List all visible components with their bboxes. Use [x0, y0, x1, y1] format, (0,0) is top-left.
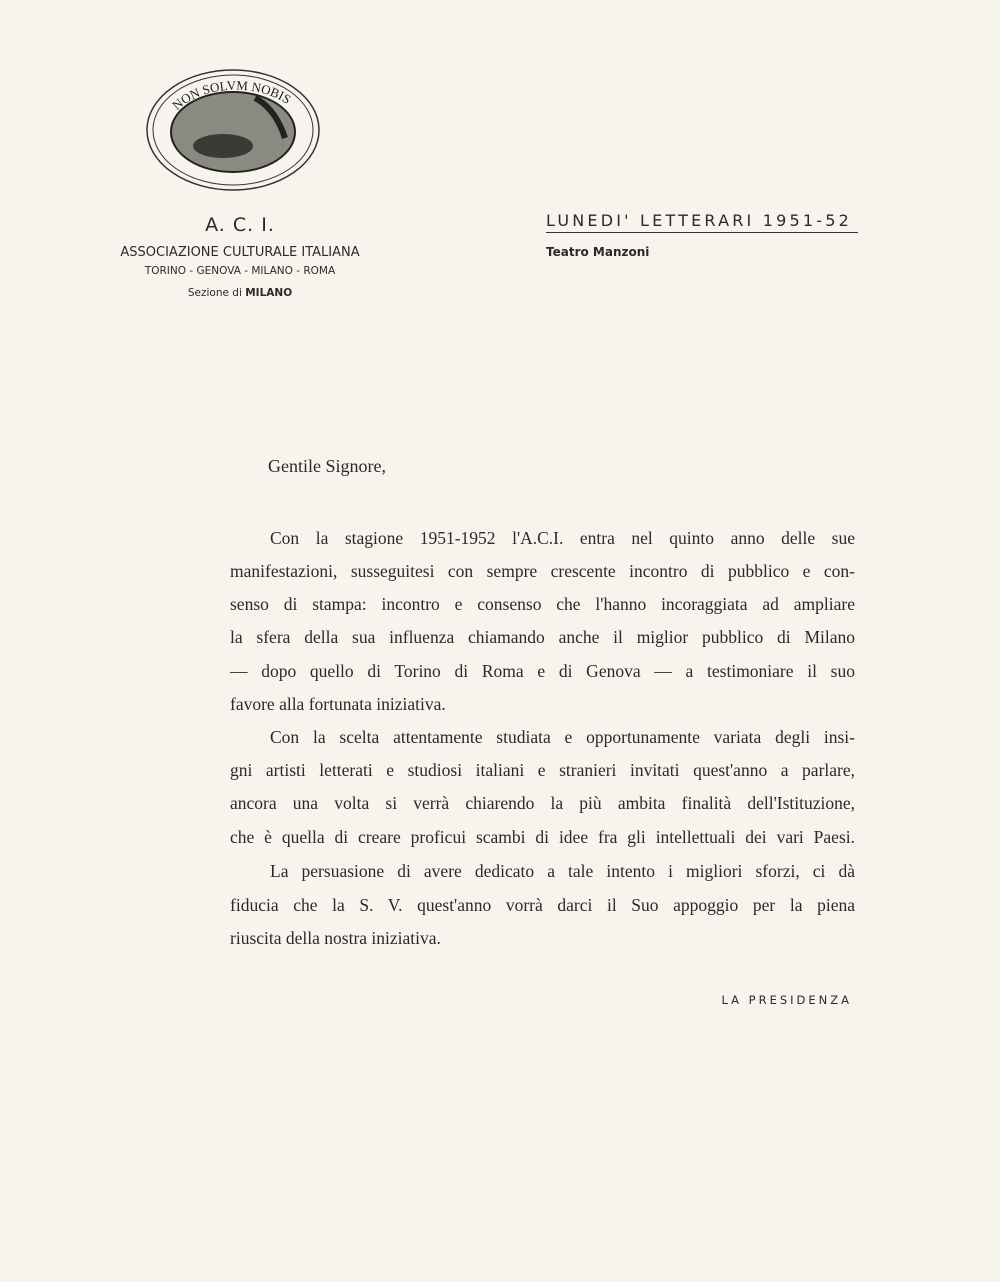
svg-text:NON SOLVM NOBIS: NON SOLVM NOBIS	[169, 77, 294, 113]
org-acronym: A. C. I.	[205, 214, 275, 236]
section-city: MILANO	[245, 287, 293, 299]
body-line: Con la stagione 1951-1952 l'A.C.I. entra nel quinto anno delle sue	[270, 528, 855, 548]
body-line: — dopo quello di Torino di Roma e di Genova — a testimoniare il suo	[230, 661, 855, 681]
body-line: manifestazioni, susseguitesi con sempre crescente incontro di pubblico e con-	[230, 561, 855, 581]
org-section	[90, 287, 390, 299]
event-venue: Teatro Manzoni	[546, 245, 650, 259]
body-line: la sfera della sua influenza chiamando anche il miglior pubblico di Milano	[230, 627, 855, 647]
body-line: favore alla fortunata iniziativa.	[230, 694, 446, 714]
body-line: senso di stampa: incontro e consenso che l'hanno incoraggiata ad ampliare	[230, 594, 855, 614]
org-cities: TORINO - GENOVA - MILANO - ROMA	[144, 265, 336, 277]
org-name: ASSOCIAZIONE CULTURALE ITALIANA	[120, 245, 360, 260]
event-title: LUNEDI' LETTERARI 1951-52	[546, 211, 858, 233]
body-line: che è quella di creare proficui scambi di idee fra gli intellettuali dei vari Paesi.	[230, 827, 855, 847]
seal-logo	[145, 68, 325, 198]
body-line: gni artisti letterati e studiosi italiani e stranieri invitati quest'anno a parlare,	[230, 760, 855, 780]
body-line: riuscita della nostra iniziativa.	[230, 928, 441, 948]
salutation: Gentile Signore,	[268, 456, 386, 476]
body-line: ancora una volta si verrà chiarendo la più ambita finalità dell'Istituzione,	[230, 793, 855, 813]
section-prefix: Sezione di	[187, 287, 242, 299]
signature: LA PRESIDENZA	[721, 993, 852, 1007]
body-line: fiducia che la S. V. quest'anno vorrà darci il Suo appoggio per la piena	[230, 895, 855, 915]
body-line: Con la scelta attentamente studiata e opportunamente variata degli insi-	[270, 727, 855, 747]
body-line: La persuasione di avere dedicato a tale intento i migliori sforzi, ci dà	[270, 861, 855, 881]
